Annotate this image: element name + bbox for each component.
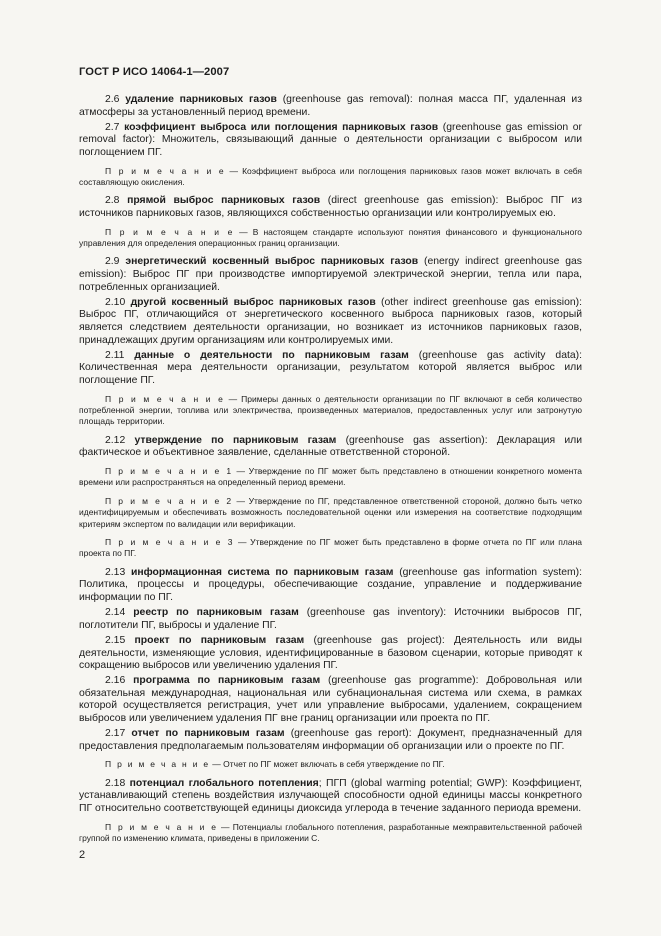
term-entry-2-12: 2.12 утверждение по парниковым газам (greenhouse gas assertion): Декларация или фактическое и объективное заявление, сделанные ответственной стороной. [79, 434, 582, 459]
note-1: П р и м е ч а н и е 1 — Утверждение по ПГ может быть представлено в отношении конкретного момента времени или распространяться на определенный период времени. [79, 465, 582, 488]
note: П р и м е ч а н и е — Коэффициент выброса или поглощения парниковых газов может включать в себя составляющую окисления. [79, 165, 582, 187]
term-name: потенциал глобального потепления [129, 777, 319, 789]
page-header: ГОСТ Р ИСО 14064-1—2007 [79, 66, 230, 78]
note: П р и м е ч а н и е — В настоящем стандарте используют понятия финансового и функционального управления для определения операционных границ организации. [79, 226, 582, 248]
term-name: реестр по парниковым газам [133, 607, 299, 619]
term-entry-2-15: 2.15 проект по парниковым газам (greenhouse gas project): Деятельность или виды деятельности, изменяющие условия, идентифицированные в базовом сценарии, которые приводят к сокращению выбросов или увеличению удаления ПГ. [79, 634, 582, 672]
term-name: данные о деятельности по парниковым газам [134, 349, 409, 361]
term-name: проект по парниковым газам [134, 634, 305, 646]
term-name: информационная система по парниковым газам [130, 566, 394, 578]
document-body [79, 94, 582, 851]
term-entry-2-16: 2.16 программа по парниковым газам (greenhouse gas programme): Добровольная или обязательная международная, национальная или субнациональная система или схема, в рамках которой осуществляется регистрация, учет или управление выбросами, удалением, сокращением выбросов или увеличением удаления ПГ вне границ организации или проекта по ПГ. [79, 675, 582, 725]
term-entry-2-13: 2.13 информационная система по парниковым газам (greenhouse gas information system): Политика, процессы и процедуры, обеспечивающие создание, управление и поддерживание информации по ПГ. [79, 566, 583, 603]
term-entry-2-10: 2.10 другой косвенный выброс парниковых газов (other indirect greenhouse gas emission): Выброс ПГ, отличающийся от энергетического косвенного выброса парниковых газов, который является следствием деятельности организации, но возникает из источников парниковых газов, принадлежащих другим организациям или контролируемых ими. [79, 296, 583, 346]
term-entry-2-11: 2.11 данные о деятельности по парниковым газам (greenhouse gas activity data): Количественная мера деятельности организации, результатом которой является выброс или поглощение ПГ. [79, 349, 582, 386]
term-name: коэффициент выброса или поглощения парниковых газов [124, 121, 439, 133]
page-number: 2 [79, 849, 86, 861]
term-name: удаление парниковых газов [125, 94, 277, 105]
note: П р и м е ч а н и е — Отчет по ПГ может включать в себя утверждение по ПГ. [105, 759, 445, 770]
note-2: П р и м е ч а н и е 2 — Утверждение по ПГ, представленное ответственной стороной, должно быть четко идентифицируемым и обеспечивать возможность последовательной оценки или измерения на соответствие подходящим критериям экспертом по валидации или верификации. [79, 495, 582, 529]
term-name: отчет по парниковым газам [131, 728, 285, 740]
term-entry-2-7: 2.7 коэффициент выброса или поглощения парниковых газов (greenhouse gas emission or removal factor): Множитель, связывающий данные о деятельности организации c выбросом или поглощением ПГ. [79, 121, 582, 158]
term-name: программа по парниковым газам [133, 675, 321, 687]
term-entry-2-17: 2.17 отчет по парниковым газам (greenhouse gas report): Документ, предназначенный для предоставления предполагаемым пользователям информации об организации или о проекте по ПГ. [79, 728, 583, 752]
note: П р и м е ч а н и е — Потенциалы глобального потепления, разработанные межправительственной рабочей группой по изменению климата, приведены в приложении С. [79, 821, 583, 844]
term-name: энергетический косвенный выброс парниковых газов [125, 256, 419, 268]
term-entry-2-8: 2.8 прямой выброс парниковых газов (direct greenhouse gas emission): Выброс ПГ из источников парниковых газов, являющихся собственностью организации или контролируемых ею. [79, 195, 582, 219]
term-entry-2-18: 2.18 потенциал глобального потепления; ПГП (global warming potential; GWP): Коэффициент, устанавливающий степень воздействия излучающей способности одной единицы массы конкретного ПГ относительно соответствующей единицы диоксида углерода в течение заданного периода времени. [79, 777, 582, 815]
term-name: утверждение по парниковым газам [134, 434, 337, 446]
term-entry-2-9: 2.9 энергетический косвенный выброс парниковых газов (energy indirect greenhouse gas emission): Выброс ПГ при производстве импортируемой электрической энергии, тепла или пара, потребленных организацией. [79, 256, 582, 293]
term-name: другой косвенный выброс парниковых газов [130, 296, 376, 308]
term-entry-2-6: 2.6 удаление парниковых газов (greenhouse gas removal): полная масса ПГ, удаленная из атмосферы за установленный период времени. [79, 94, 583, 118]
note-3: П р и м е ч а н и е 3 — Утверждение по ПГ может быть представлено в форме отчета по ПГ или плана проекта по ПГ. [79, 536, 582, 559]
note: П р и м е ч а н и е — Примеры данных о деятельности организации по ПГ включают в себя количество потребленной энергии, топлива или электричества, произведенных материалов, предоставленных услуг или затронутую площадь территории. [79, 393, 583, 427]
term-name: прямой выброс парниковых газов [127, 195, 321, 207]
term-entry-2-14: 2.14 реестр по парниковым газам (greenhouse gas inventory): Источники выбросов ПГ, поглотители ПГ, выбросы и удаление ПГ. [79, 607, 582, 631]
